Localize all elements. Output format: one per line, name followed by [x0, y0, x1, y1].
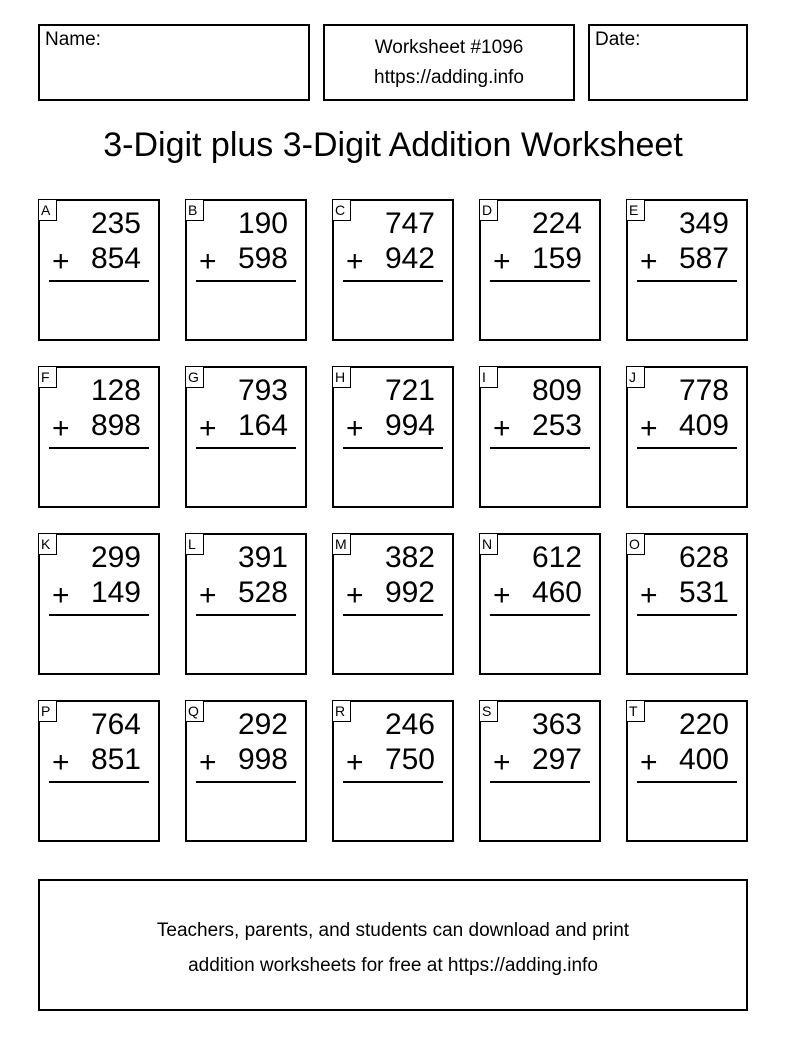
- problem-letter: S: [479, 700, 498, 722]
- answer-line: [490, 280, 590, 282]
- date-label: Date:: [595, 29, 641, 50]
- problem-top-number: 246: [384, 708, 435, 741]
- problem-bottom-number: 460: [531, 576, 582, 609]
- worksheet-website: https://adding.info: [374, 67, 524, 88]
- problem-card-m[interactable]: [332, 533, 454, 675]
- answer-line: [343, 280, 443, 282]
- problem-card-s[interactable]: [479, 700, 601, 842]
- problem-letter: C: [332, 199, 351, 221]
- footer-line-2: addition worksheets for free at https://adding.info: [188, 955, 598, 976]
- date-field[interactable]: [588, 24, 748, 101]
- plus-sign: +: [346, 746, 364, 779]
- answer-line: [49, 614, 149, 616]
- plus-sign: +: [199, 245, 217, 278]
- answer-line: [637, 280, 737, 282]
- problem-letter: K: [38, 533, 57, 555]
- problem-top-number: 764: [90, 708, 141, 741]
- problem-bottom-number: 851: [90, 743, 141, 776]
- problem-card-b[interactable]: [185, 199, 307, 341]
- footer-line-1: Teachers, parents, and students can download and print: [156, 920, 630, 941]
- problem-top-number: 235: [90, 207, 141, 240]
- problem-bottom-number: 998: [237, 743, 288, 776]
- answer-line: [490, 447, 590, 449]
- name-field[interactable]: [38, 24, 310, 101]
- plus-sign: +: [640, 579, 658, 612]
- answer-line: [196, 781, 296, 783]
- plus-sign: +: [52, 579, 70, 612]
- plus-sign: +: [346, 412, 364, 445]
- answer-line: [343, 781, 443, 783]
- problem-bottom-number: 149: [90, 576, 141, 609]
- problem-bottom-number: 159: [531, 242, 582, 275]
- answer-line: [343, 614, 443, 616]
- answer-line: [49, 781, 149, 783]
- problem-letter: E: [626, 199, 645, 221]
- problem-bottom-number: 598: [237, 242, 288, 275]
- plus-sign: +: [346, 245, 364, 278]
- problem-letter: A: [38, 199, 57, 221]
- plus-sign: +: [199, 412, 217, 445]
- problem-card-d[interactable]: [479, 199, 601, 341]
- problem-top-number: 391: [237, 541, 288, 574]
- problem-card-p[interactable]: [38, 700, 160, 842]
- problem-card-o[interactable]: [626, 533, 748, 675]
- problem-top-number: 793: [237, 374, 288, 407]
- problem-card-g[interactable]: [185, 366, 307, 508]
- problem-bottom-number: 253: [531, 409, 582, 442]
- plus-sign: +: [640, 412, 658, 445]
- answer-line: [490, 781, 590, 783]
- plus-sign: +: [493, 412, 511, 445]
- problem-letter: H: [332, 366, 351, 388]
- problem-letter: P: [38, 700, 57, 722]
- problem-bottom-number: 528: [237, 576, 288, 609]
- problem-card-k[interactable]: [38, 533, 160, 675]
- problem-top-number: 224: [531, 207, 582, 240]
- answer-line: [196, 614, 296, 616]
- problem-card-f[interactable]: [38, 366, 160, 508]
- problem-grid: [38, 199, 748, 843]
- problem-top-number: 349: [678, 207, 729, 240]
- problem-letter: Q: [185, 700, 204, 722]
- problem-bottom-number: 164: [237, 409, 288, 442]
- problem-top-number: 721: [384, 374, 435, 407]
- problem-bottom-number: 587: [678, 242, 729, 275]
- problem-letter: N: [479, 533, 498, 555]
- problem-letter: F: [38, 366, 57, 388]
- answer-line: [49, 447, 149, 449]
- problem-top-number: 747: [384, 207, 435, 240]
- problem-bottom-number: 898: [90, 409, 141, 442]
- problem-bottom-number: 297: [531, 743, 582, 776]
- plus-sign: +: [52, 245, 70, 278]
- problem-card-t[interactable]: [626, 700, 748, 842]
- problem-card-n[interactable]: [479, 533, 601, 675]
- problem-letter: M: [332, 533, 351, 555]
- plus-sign: +: [493, 245, 511, 278]
- answer-line: [490, 614, 590, 616]
- problem-top-number: 809: [531, 374, 582, 407]
- answer-line: [637, 781, 737, 783]
- answer-line: [637, 614, 737, 616]
- problem-card-a[interactable]: [38, 199, 160, 341]
- problem-letter: G: [185, 366, 204, 388]
- problem-top-number: 220: [678, 708, 729, 741]
- problem-top-number: 128: [90, 374, 141, 407]
- problem-top-number: 628: [678, 541, 729, 574]
- answer-line: [196, 447, 296, 449]
- problem-card-j[interactable]: [626, 366, 748, 508]
- plus-sign: +: [52, 746, 70, 779]
- problem-bottom-number: 400: [678, 743, 729, 776]
- problem-top-number: 382: [384, 541, 435, 574]
- problem-letter: J: [626, 366, 645, 388]
- answer-line: [49, 280, 149, 282]
- plus-sign: +: [346, 579, 364, 612]
- problem-card-i[interactable]: [479, 366, 601, 508]
- problem-card-q[interactable]: [185, 700, 307, 842]
- plus-sign: +: [493, 746, 511, 779]
- answer-line: [343, 447, 443, 449]
- problem-bottom-number: 942: [384, 242, 435, 275]
- plus-sign: +: [493, 579, 511, 612]
- plus-sign: +: [199, 579, 217, 612]
- problem-top-number: 363: [531, 708, 582, 741]
- problem-bottom-number: 750: [384, 743, 435, 776]
- problem-card-r[interactable]: [332, 700, 454, 842]
- problem-top-number: 299: [90, 541, 141, 574]
- plus-sign: +: [52, 412, 70, 445]
- problem-letter: B: [185, 199, 204, 221]
- plus-sign: +: [199, 746, 217, 779]
- footer-box: [38, 879, 748, 1011]
- problem-card-l[interactable]: [185, 533, 307, 675]
- problem-letter: D: [479, 199, 498, 221]
- page-title: 3-Digit plus 3-Digit Addition Worksheet: [103, 126, 683, 164]
- problem-letter: R: [332, 700, 351, 722]
- problem-bottom-number: 854: [90, 242, 141, 275]
- problem-letter: I: [479, 366, 498, 388]
- problem-bottom-number: 994: [384, 409, 435, 442]
- problem-card-c[interactable]: [332, 199, 454, 341]
- worksheet-number: Worksheet #1096: [374, 37, 524, 58]
- problem-letter: L: [185, 533, 204, 555]
- problem-card-h[interactable]: [332, 366, 454, 508]
- problem-bottom-number: 409: [678, 409, 729, 442]
- answer-line: [637, 447, 737, 449]
- problem-bottom-number: 992: [384, 576, 435, 609]
- worksheet-info-box: [323, 24, 575, 101]
- problem-top-number: 612: [531, 541, 582, 574]
- problem-top-number: 292: [237, 708, 288, 741]
- problem-bottom-number: 531: [678, 576, 729, 609]
- plus-sign: +: [640, 245, 658, 278]
- problem-top-number: 778: [678, 374, 729, 407]
- answer-line: [196, 280, 296, 282]
- problem-top-number: 190: [237, 207, 288, 240]
- problem-letter: O: [626, 533, 645, 555]
- problem-card-e[interactable]: [626, 199, 748, 341]
- problem-letter: T: [626, 700, 645, 722]
- plus-sign: +: [640, 746, 658, 779]
- name-label: Name:: [45, 29, 101, 50]
